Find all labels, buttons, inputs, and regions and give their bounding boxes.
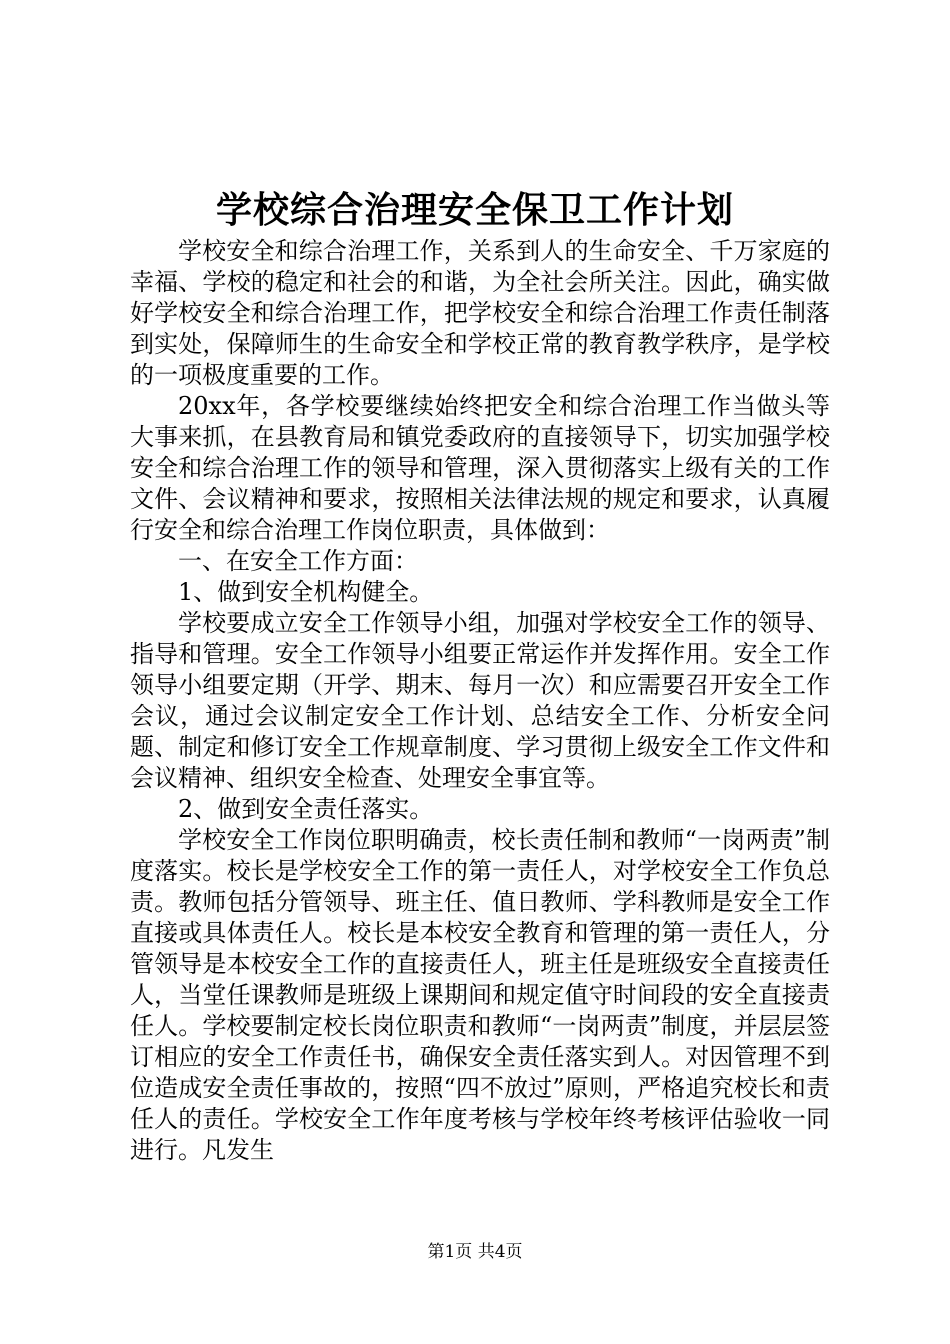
subheading-organization: 1、做到安全机构健全。 <box>178 578 434 606</box>
paragraph-annual-plan: 20xx年，各学校要继续始终把安全和综合治理工作当做头等大事来抓，在县教育局和镇党委政府的直接领导下，切实加强学校安全和综合治理工作的领导和管理，深入贯彻落实上级有关的工作文件、会议精神和要求，按照相关法律法规的规定和要求，认真履行安全和综合治理工作岗位职责，具体做到： <box>130 392 830 544</box>
paragraph-intro: 学校安全和综合治理工作，关系到人的生命安全、千万家庭的幸福、学校的稳定和社会的和谐，为全社会所关注。因此，确实做好学校安全和综合治理工作，把学校安全和综合治理工作责任制落到实处，保障师生的生命安全和学校正常的教育教学秩序，是学校的一项极度重要的工作。 <box>130 237 830 389</box>
section-heading-safety: 一、在安全工作方面： <box>178 547 418 575</box>
paragraph-organization: 学校要成立安全工作领导小组，加强对学校安全工作的领导、指导和管理。安全工作领导小组要正常运作并发挥作用。安全工作领导小组要定期（开学、期末、每月一次）和应需要召开安全工作会议，通过会议制定安全工作计划、总结安全工作、分析安全问题、制定和修订安全工作规章制度、学习贯彻上级安全工作文件和会议精神、组织安全检查、处理安全事宜等。 <box>130 609 830 792</box>
document-title: 学校综合治理安全保卫工作计划 <box>215 189 734 231</box>
subheading-responsibility: 2、做到安全责任落实。 <box>178 795 434 823</box>
page-number-footer: 第1页 共4页 <box>427 1242 523 1262</box>
document-body <box>130 236 830 1166</box>
paragraph-responsibility: 学校安全工作岗位职明确责，校长责任制和教师“一岗两责”制度落实。校长是学校安全工作的第一责任人，对学校安全工作负总责。教师包括分管领导、班主任、值日教师、学科教师是安全工作直接或具体责任人。校长是本校安全教育和管理的第一责任人，分管领导是本校安全工作的直接责任人，班主任是班级安全直接责任人，当堂任课教师是班级上课期间和规定值守时间段的安全直接责任人。学校要制定校长岗位职责和教师“一岗两责”制度，并层层签订相应的安全工作责任书，确保安全责任落实到人。对因管理不到位造成安全责任事故的，按照“四不放过”原则，严格追究校长和责任人的责任。学校安全工作年度考核与学校年终考核评估验收一同进行。凡发生 <box>130 826 830 1164</box>
